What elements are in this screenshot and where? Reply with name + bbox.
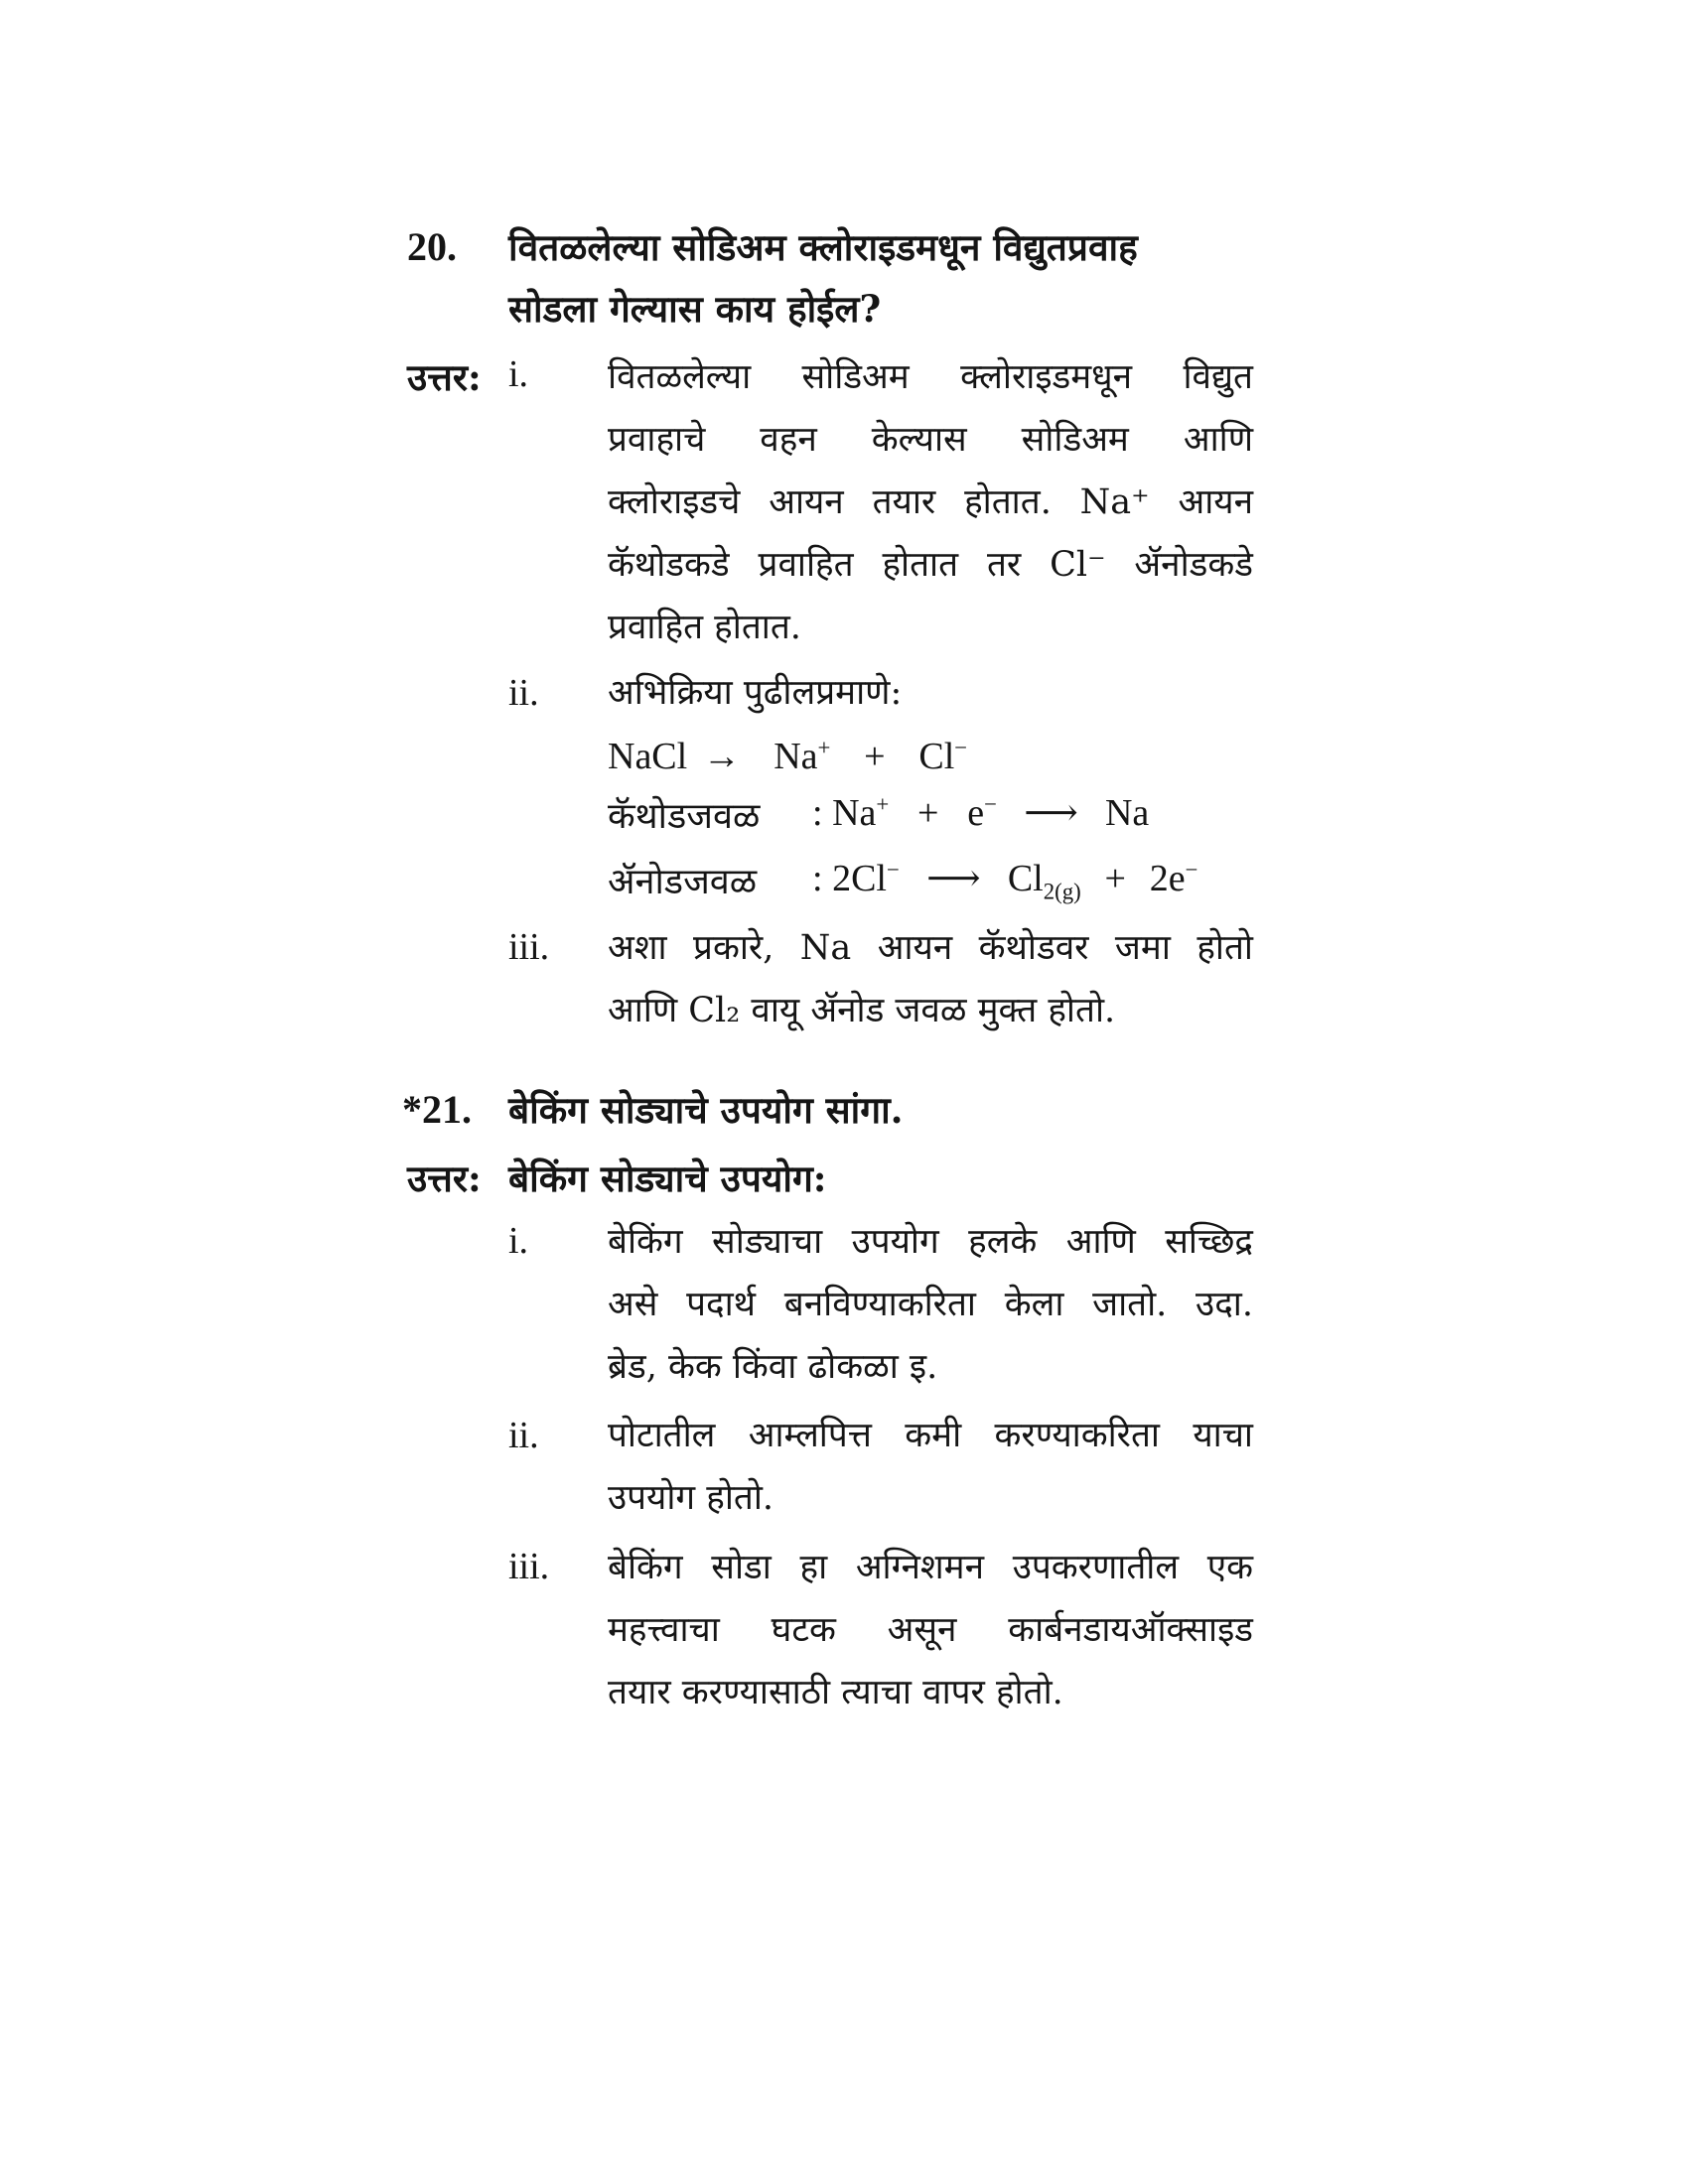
equation-anode-label: ॲनोडजवळ — [608, 862, 758, 902]
eq1-product-1: Na — [774, 736, 818, 777]
eq2-plus: + — [917, 792, 939, 834]
question-20-number: 20. — [407, 224, 457, 269]
question-20-line-2: सोडला गेल्यास काय होईल? — [508, 287, 882, 331]
answer-20-point-i-line-4: कॅथोडकडे प्रवाहित होतात तर Cl⁻ ॲनोडकडे — [608, 545, 1253, 585]
equation-dissociation — [608, 735, 967, 778]
eq1-product-1-charge: + — [817, 735, 831, 760]
question-20-line-1: वितळलेल्या सोडिअम क्लोराइडमधून विद्युतप्रवाह — [508, 225, 1138, 269]
equation-anode — [812, 856, 1198, 904]
eq3-product: Cl — [1007, 858, 1044, 899]
eq2-arrow: ⟶ — [1024, 792, 1078, 834]
answer-20-point-i-marker: i. — [508, 353, 529, 395]
eq3-plus: + — [1104, 858, 1126, 899]
eq1-arrow: → — [702, 736, 741, 777]
answer-20-point-i-line-3: क्लोराइडचे आयन तयार होतात. Na⁺ आयन — [608, 482, 1253, 522]
eq2-product: Na — [1104, 792, 1150, 834]
eq2-reactant-b: e — [967, 792, 985, 834]
eq3-product-subscript: 2(g) — [1043, 879, 1081, 904]
equation-cathode-label: कॅथोडजवळ — [608, 796, 761, 837]
answer-21-point-i-line-1: बेकिंग सोड्याचा उपयोग हलके आणि सच्छिद्र — [608, 1222, 1253, 1262]
answer-20-point-iii-line-1: अशा प्रकारे, Na आयन कॅथोडवर जमा होतो — [608, 928, 1253, 968]
eq2-reactant-a-charge: + — [876, 791, 890, 817]
eq3-colon: : — [812, 858, 823, 899]
equation-cathode — [812, 790, 1149, 835]
eq2-reactant-b-charge: − — [984, 791, 997, 817]
eq1-plus: + — [864, 736, 886, 777]
eq2-reactant-a: Na — [832, 792, 877, 834]
eq3-reactant-charge: − — [886, 857, 900, 883]
eq3-electrons: 2e — [1149, 858, 1186, 899]
answer-20-label: उत्तर: — [407, 355, 482, 399]
eq2-colon: : — [812, 792, 823, 834]
eq3-reactant: 2Cl — [832, 858, 887, 899]
answer-21-point-iii-line-2: महत्त्वाचा घटक असून कार्बनडायऑक्साइड — [608, 1610, 1253, 1650]
eq1-reactant: NaCl — [608, 736, 688, 777]
question-21-number: *21. — [402, 1087, 472, 1132]
answer-21-point-i-marker: i. — [508, 1220, 529, 1262]
answer-21-point-i-line-3: ब्रेड, केक किंवा ढोकळा इ. — [608, 1347, 938, 1387]
answer-20-point-i-line-5: प्रवाहित होतात. — [608, 608, 801, 647]
answer-20-point-i-line-1: वितळलेल्या सोडिअम क्लोराइडमधून विद्युत — [608, 357, 1253, 397]
answer-21-point-iii-line-3: तयार करण्यासाठी त्याचा वापर होतो. — [608, 1673, 1063, 1712]
answer-20-point-iii-line-2: आणि Cl₂ वायू ॲनोड जवळ मुक्त होतो. — [608, 991, 1116, 1030]
answer-21-point-iii-marker: iii. — [508, 1546, 550, 1587]
eq1-product-2-charge: − — [954, 735, 968, 760]
answer-21-point-ii-line-2: उपयोग होतो. — [608, 1478, 774, 1518]
answer-20-point-ii-marker: ii. — [508, 672, 539, 714]
answer-21-point-ii-line-1: पोटातील आम्लपित्त कमी करण्याकरिता याचा — [608, 1416, 1253, 1455]
answer-21-label: उत्तर: — [407, 1157, 482, 1200]
answer-21-point-ii-marker: ii. — [508, 1415, 539, 1456]
answer-20-point-ii-intro: अभिक्रिया पुढीलप्रमाणे: — [608, 673, 903, 713]
question-21-text: बेकिंग सोड्याचे उपयोग सांगा. — [508, 1088, 904, 1132]
eq3-electrons-charge: − — [1185, 857, 1198, 883]
eq3-arrow: ⟶ — [926, 858, 981, 899]
answer-21-point-iii-line-1: बेकिंग सोडा हा अग्निशमन उपकरणातील एक — [608, 1548, 1253, 1587]
eq1-product-2: Cl — [918, 736, 955, 777]
answer-21-heading: बेकिंग सोड्याचे उपयोग: — [508, 1157, 827, 1200]
answer-20-point-iii-marker: iii. — [508, 926, 550, 968]
answer-20-point-i-line-2: प्रवाहाचे वहन केल्यास सोडिअम आणि — [608, 420, 1253, 460]
answer-21-point-i-line-2: असे पदार्थ बनविण्याकरिता केला जातो. उदा. — [608, 1285, 1253, 1324]
